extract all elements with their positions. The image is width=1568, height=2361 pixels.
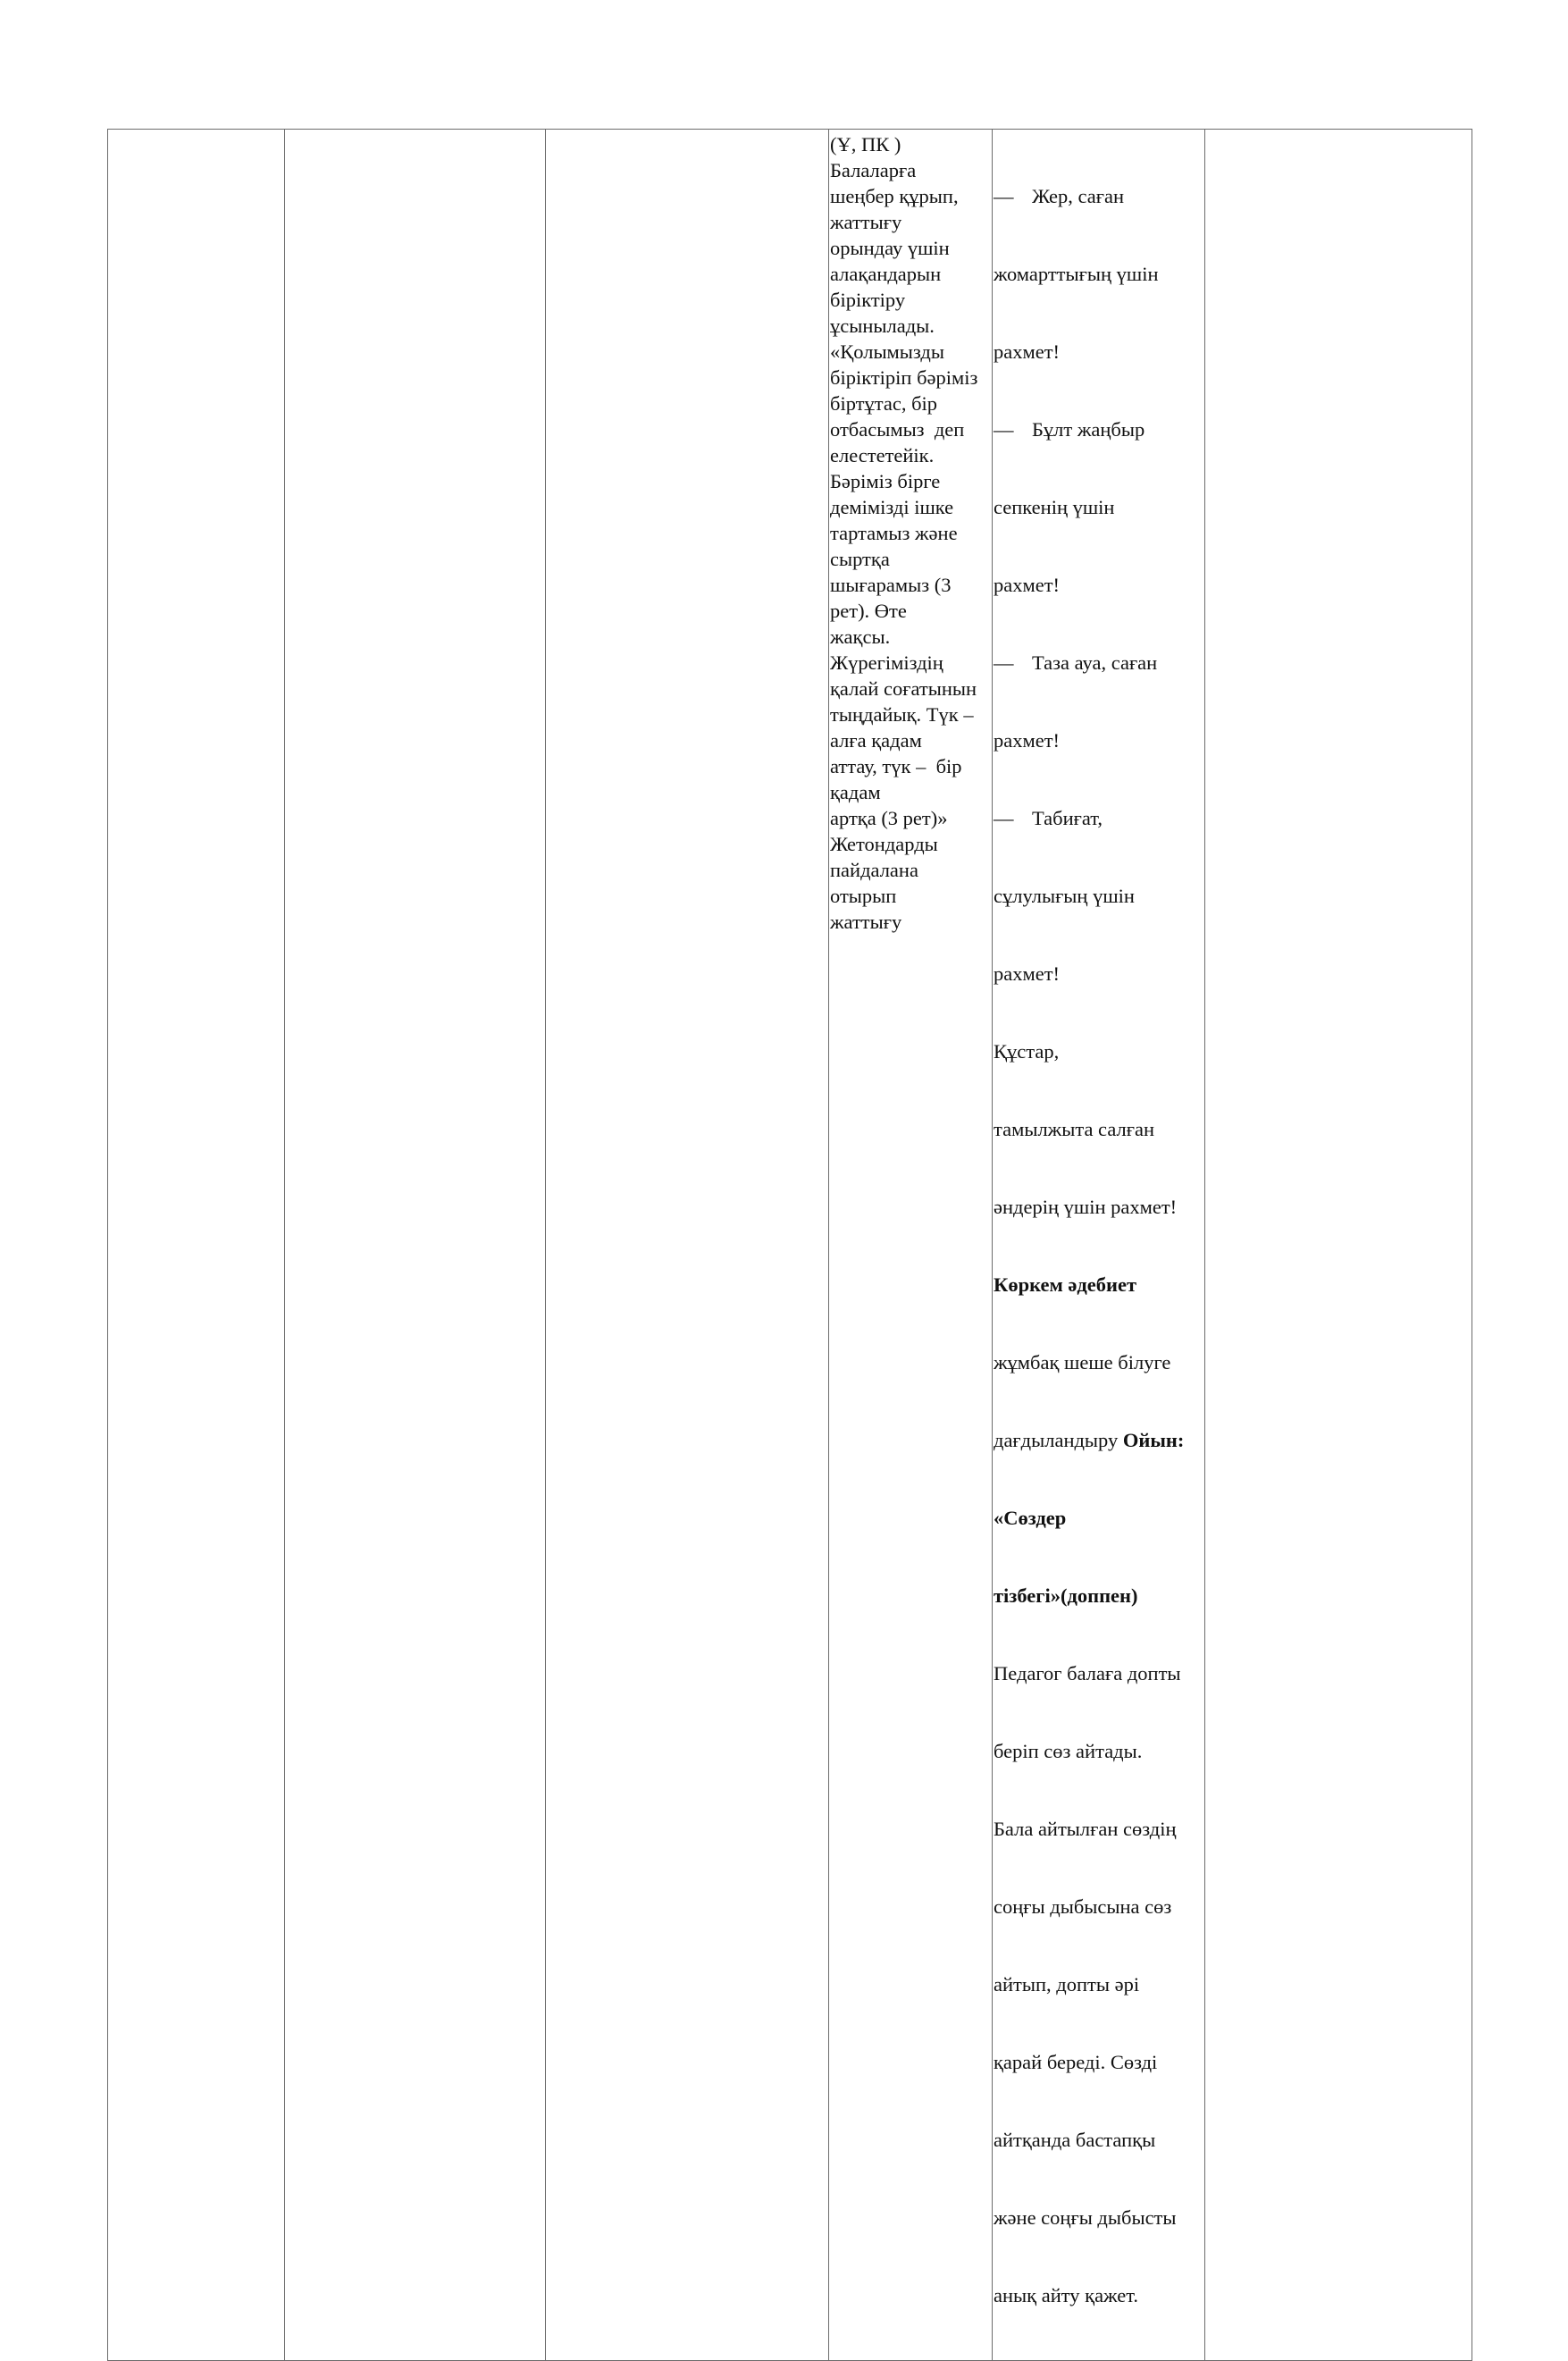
text-line: Жүрегіміздің [830,651,943,674]
text-line: қалай соғатынын [830,677,977,700]
text-line: дағдыландыру Ойын: [994,1429,1185,1451]
text-line: алға қадам [830,729,922,752]
text-line: жұмбақ шеше білуге [994,1351,1171,1374]
text-line: жомарттығың үшін [994,263,1159,285]
text-line: — Табиғат, [994,807,1103,829]
text-line: Бәріміз бірге [830,470,941,492]
text-line: айтып, допты әрі [994,1973,1140,1996]
table-cell-2 [285,130,546,2361]
text-line: рахмет! [994,340,1061,363]
text-line: отырып [830,885,897,907]
text-line: айтқанда бастапқы [994,2129,1156,2151]
text-line: анық айту қажет. [994,2284,1139,2306]
text-line: біртұтас, бір [830,392,938,415]
table-cell-exercise [829,130,993,2361]
text-line: тартамыз және [830,522,958,544]
text-line: отбасымыз деп [830,418,965,441]
text-line: Педагог балаға допты [994,1662,1181,1685]
game-label: Ойын: [1122,1429,1185,1451]
section-heading: Көркем әдебиет [994,1273,1137,1296]
text-line: Құстар, [994,1040,1060,1063]
text-line: сұлулығың үшін [994,885,1135,907]
text-line: тамылжыта салған [994,1118,1154,1140]
table-cell-1 [108,130,285,2361]
text-line: біріктіріп бәріміз [830,366,978,389]
text-line: Бала айтылған сөздің [994,1818,1177,1840]
table-cell-3 [546,130,829,2361]
text-line: және соңғы дыбысты [994,2206,1177,2229]
text-line: беріп сөз айтады. [994,1740,1143,1762]
text-line: қарай береді. Сөзді [994,2051,1158,2073]
text-line: — Таза ауа, саған [994,651,1158,674]
text-line: елестетейік. [830,444,935,466]
text-line: аттау, түк – бір [830,755,962,777]
text-line: «Қолымызды [830,340,944,363]
exercise-text [829,130,992,935]
text-line: рет). Өте [830,600,907,622]
text-line: жақсы. [830,626,891,648]
lesson-plan-table [107,129,1472,2361]
text-line: сыртқа [830,548,890,570]
text-line: — Бұлт жаңбыр [994,418,1145,441]
text-line: ұсынылады. [830,315,935,337]
game-title: «Сөздер [994,1507,1067,1529]
text-line: біріктіру [830,289,906,311]
game-title: тізбегі»(доппен) [994,1584,1138,1607]
activity-text [993,130,1204,2360]
dash-mark: — [994,185,1014,207]
text-line: шығарамыз (3 [830,574,952,596]
text-line: Балаларға [830,159,917,181]
table-cell-activity [993,130,1205,2361]
text-line: алақандарын [830,263,942,285]
text-line: демімізді ішке [830,496,954,518]
text-line: тыңдайық. Түк – [830,703,974,726]
text-line: жаттығу [830,911,902,933]
text-line: қадам [830,781,881,803]
text-line: рахмет! [994,729,1061,752]
text-line: рахмет! [994,574,1061,596]
text-line: жаттығу [830,211,902,233]
dash-mark: — [994,651,1014,674]
text-line: соңғы дыбысына сөз [994,1895,1172,1918]
text-line: пайдалана [830,859,918,881]
dash-mark: — [994,418,1014,441]
dash-mark: — [994,807,1014,829]
text-line: — Жер, саған [994,185,1125,207]
text-line: (Ұ, ПК ) [830,133,901,155]
table-row [108,130,1472,2361]
text-line: әндерің үшін рахмет! [994,1196,1178,1218]
text-line: рахмет! [994,962,1061,985]
table-cell-6 [1205,130,1472,2361]
text-line: орындау үшін [830,237,950,259]
text-line: артқа (3 рет)» [830,807,948,829]
text-line: сепкенің үшін [994,496,1115,518]
text-line: Жетондарды [830,833,938,855]
text-line: шеңбер құрып, [830,185,959,207]
